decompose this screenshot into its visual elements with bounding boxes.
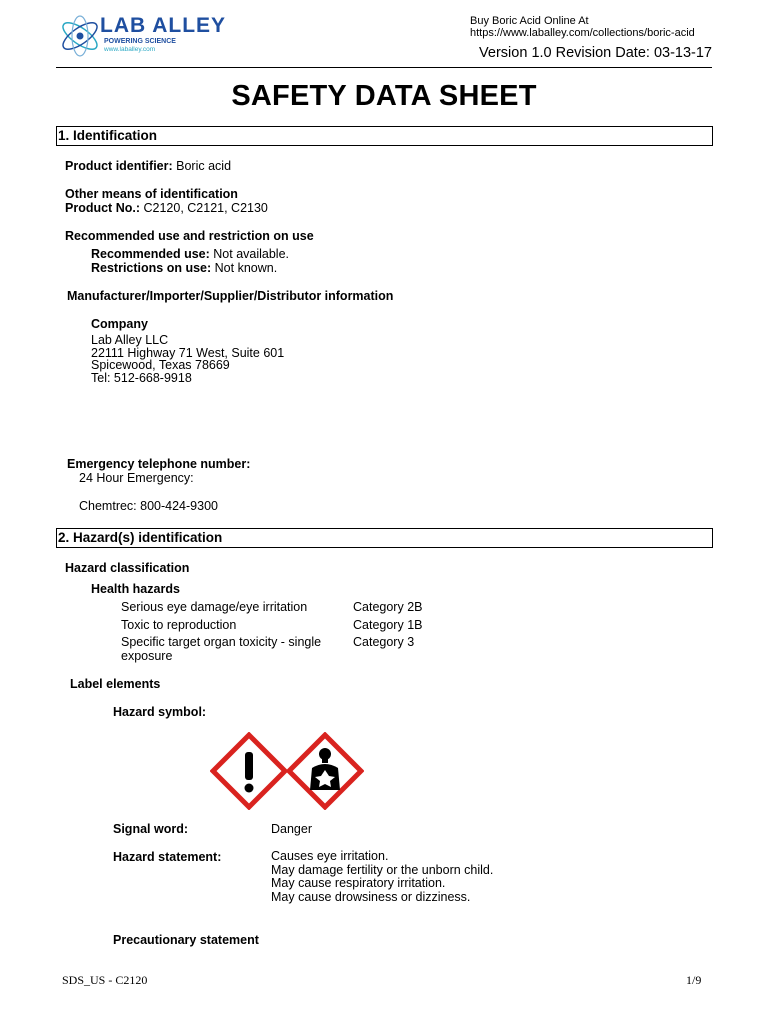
hazard-item <box>121 618 341 632</box>
company-address <box>91 334 284 384</box>
hazard-item-category: Category 3 <box>353 635 415 649</box>
section-identification-header: 1. Identification <box>56 126 713 146</box>
restrictions-value: Not known. <box>214 261 278 275</box>
hazard-classification-heading: Hazard classification <box>65 561 190 575</box>
hazard-item <box>121 600 341 614</box>
chemtrec-phone: Chemtrec: 800-424-9300 <box>79 499 218 513</box>
emergency-heading: Emergency telephone number: <box>67 457 251 471</box>
version-revision: Version 1.0 Revision Date: 03-13-17 <box>479 45 712 61</box>
hazard-statement: Causes eye irritation. <box>271 849 389 863</box>
hazard-statement-label: Hazard statement: <box>113 850 222 864</box>
product-identifier-value: Boric acid <box>176 159 232 173</box>
company-name: Lab Alley LLC <box>91 333 169 347</box>
brand-tagline: POWERING SCIENCE <box>104 38 176 45</box>
footer-page-number: 1/9 <box>686 973 702 987</box>
label-elements-heading: Label elements <box>70 677 161 691</box>
hazard-item-category: Category 2B <box>353 600 423 614</box>
header-divider <box>56 67 712 68</box>
health-hazards-heading: Health hazards <box>91 582 180 596</box>
company-tel: Tel: 512-668-9918 <box>91 370 192 385</box>
recommended-use-row <box>91 247 289 261</box>
product-no-label: Product No.: <box>65 201 140 215</box>
company-street: 22111 Highway 71 West, Suite 601 <box>91 345 285 360</box>
hazard-statement: May cause respiratory irritation. <box>271 876 446 890</box>
hazard-item-category: Category 1B <box>353 618 423 632</box>
product-identifier-label: Product identifier: <box>65 159 173 173</box>
product-no-row <box>65 201 268 215</box>
health-hazard-icon <box>286 732 364 810</box>
recommended-use-heading: Recommended use and restriction on use <box>65 229 314 243</box>
restrictions-label: Restrictions on use: <box>91 261 212 275</box>
hazard-item <box>121 635 341 663</box>
footer-doc-id: SDS_US - C2120 <box>62 973 148 987</box>
brand-url: www.laballey.com <box>104 46 156 53</box>
exclamation-mark-icon <box>210 732 288 810</box>
hazard-statement: May damage fertility or the unborn child. <box>271 862 494 877</box>
recommended-use-label: Recommended use: <box>91 247 210 261</box>
product-no-value: C2120, C2121, C2130 <box>143 201 268 215</box>
hazard-statement: May cause drowsiness or dizziness. <box>271 889 471 904</box>
emergency-24h: 24 Hour Emergency: <box>79 471 194 485</box>
hazard-item-name: Toxic to reproduction <box>121 618 237 632</box>
lab-alley-logo <box>56 12 236 60</box>
recommended-use-value: Not available. <box>213 247 290 261</box>
restrictions-row <box>91 261 277 275</box>
page-title: SAFETY DATA SHEET <box>231 80 537 112</box>
precautionary-heading: Precautionary statement <box>113 933 259 947</box>
brand-name: LAB ALLEY <box>100 14 227 37</box>
buy-label: Buy Boric Acid Online At <box>470 15 589 27</box>
product-identifier-row <box>65 159 231 173</box>
signal-word-value: Danger <box>271 822 312 836</box>
hazard-item-name: Specific target organ toxicity - single exposure <box>121 635 322 663</box>
signal-word-label: Signal word: <box>113 822 188 836</box>
section-hazard-header: 2. Hazard(s) identification <box>56 528 713 548</box>
hazard-statements-list <box>271 850 493 904</box>
buy-online-block <box>470 15 695 39</box>
hazard-symbol-label: Hazard symbol: <box>113 705 207 719</box>
other-means-heading: Other means of identification <box>65 187 238 201</box>
company-label: Company <box>91 317 148 331</box>
hazard-item-name: Serious eye damage/eye irritation <box>121 600 308 614</box>
buy-link[interactable]: https://www.laballey.com/collections/boric-acid <box>470 27 695 39</box>
manufacturer-heading: Manufacturer/Importer/Supplier/Distributor information <box>67 289 394 303</box>
company-city: Spicewood, Texas 78669 <box>91 358 230 372</box>
